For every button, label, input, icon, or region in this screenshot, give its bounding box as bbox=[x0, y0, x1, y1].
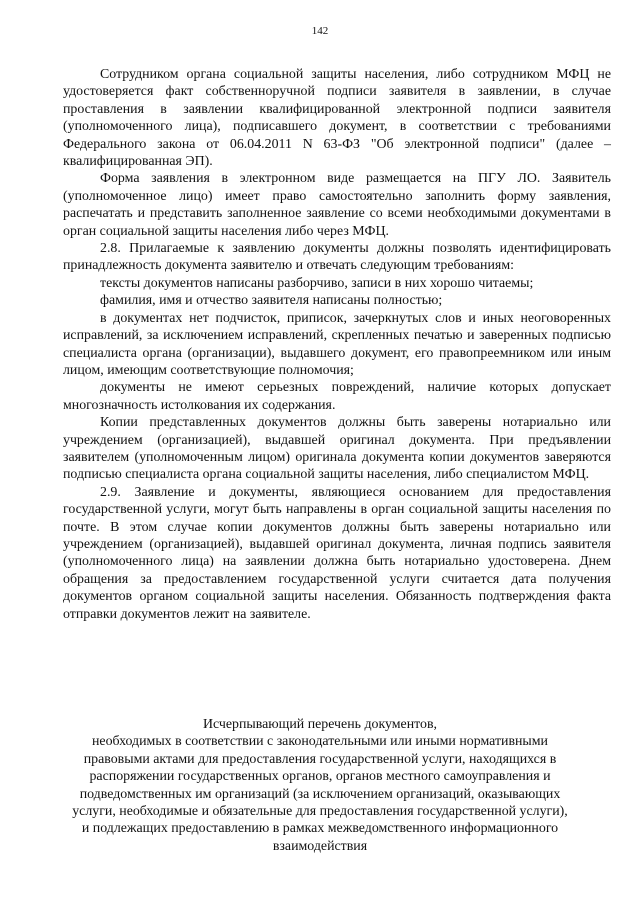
section-title-line: распоряжении государственных органов, органов местного самоуправления и bbox=[89, 769, 551, 785]
section-title-line: подведомственных им организаций (за исключением организаций, оказывающих bbox=[79, 786, 561, 802]
paragraph-2-8: 2.8. Прилагаемые к заявлению документы должны позволять идентифицировать принадлежность документа заявителю и отвечать следующим требованиям: bbox=[63, 241, 611, 274]
page-number: 142 bbox=[311, 25, 329, 37]
requirement-item: фамилия, имя и отчество заявителя написаны полностью; bbox=[100, 293, 443, 309]
paragraph-electronic-form: Форма заявления в электронном виде размещается на ПГУ ЛО. Заявитель (уполномоченное лицо) имеет право самостоятельно заполнить форму заявления, распечатать и представить заполненное заявление со всеми необходимыми документами в орган социальной защиты населения либо через МФЦ. bbox=[63, 171, 611, 239]
section-title-line: правовыми актами для предоставления государственной услуги, находящихся в bbox=[83, 751, 557, 767]
section-title-line: услуги, необходимые и обязательные для предоставления государственной услуги), bbox=[72, 804, 568, 820]
body-text bbox=[63, 66, 611, 623]
requirement-item: документы не имеют серьезных повреждений, наличие которых допускает многозначность истолкования их содержания. bbox=[63, 380, 611, 413]
requirement-item: в документах нет подчисток, приписок, зачеркнутых слов и иных неоговоренных исправлений, за исключением исправлений, скрепленных печатью и заверенных подписью специалиста органа (организации), выдавшего документ, его правопреемником или иным лицом, имеющим соответствующие полномочия; bbox=[63, 310, 611, 378]
section-title-line: необходимых в соответствии с законодательными или иными нормативными bbox=[91, 734, 548, 750]
section-title-line: взаимодействия bbox=[272, 838, 368, 854]
section-title-line: Исчерпывающий перечень документов, bbox=[202, 717, 438, 732]
paragraph-signature-verification: Сотрудником органа социальной защиты населения, либо сотрудником МФЦ не удостоверяется факт собственноручной подписи заявителя в заявлении, в случае проставления в заявлении квалифицированной электронной подписи заявителя (уполномоченного лица), подписавшего документ, в соответствии с требованиями Федерального закона от 06.04.2011 N 63-ФЗ "Об электронной подписи" (далее – квалифицированная ЭП). bbox=[63, 67, 611, 170]
paragraph-2-9: 2.9. Заявление и документы, являющиеся основанием для предоставления государственной услуги, могут быть направлены в орган социальной защиты населения по почте. В этом случае копии документов должны быть заверены нотариально или учреждением (организацией), выдавшей оригинал документа, личная подпись заявителя (уполномоченного лица) на заявлении должна быть нотариально удостоверена. Днем обращения за предоставлением государственной услуги считается дата получения документов органом социальной защиты населения. Обязанность подтверждения факта отправки документов лежит на заявителе. bbox=[63, 484, 611, 622]
paragraph-copies-certification: Копии представленных документов должны быть заверены нотариально или учреждением (организацией), выдавшей оригинал документа. При предъявлении заявителем (уполномоченным лицом) оригинала документа копии документов заверяются подписью специалиста органа социальной защиты населения, либо специалистом МФЦ. bbox=[63, 415, 611, 483]
requirement-item: тексты документов написаны разборчиво, записи в них хорошо читаемы; bbox=[100, 275, 534, 291]
section-title-line: и подлежащих предоставлению в рамках межведомственного информационного bbox=[81, 821, 559, 837]
section-title bbox=[55, 716, 585, 855]
